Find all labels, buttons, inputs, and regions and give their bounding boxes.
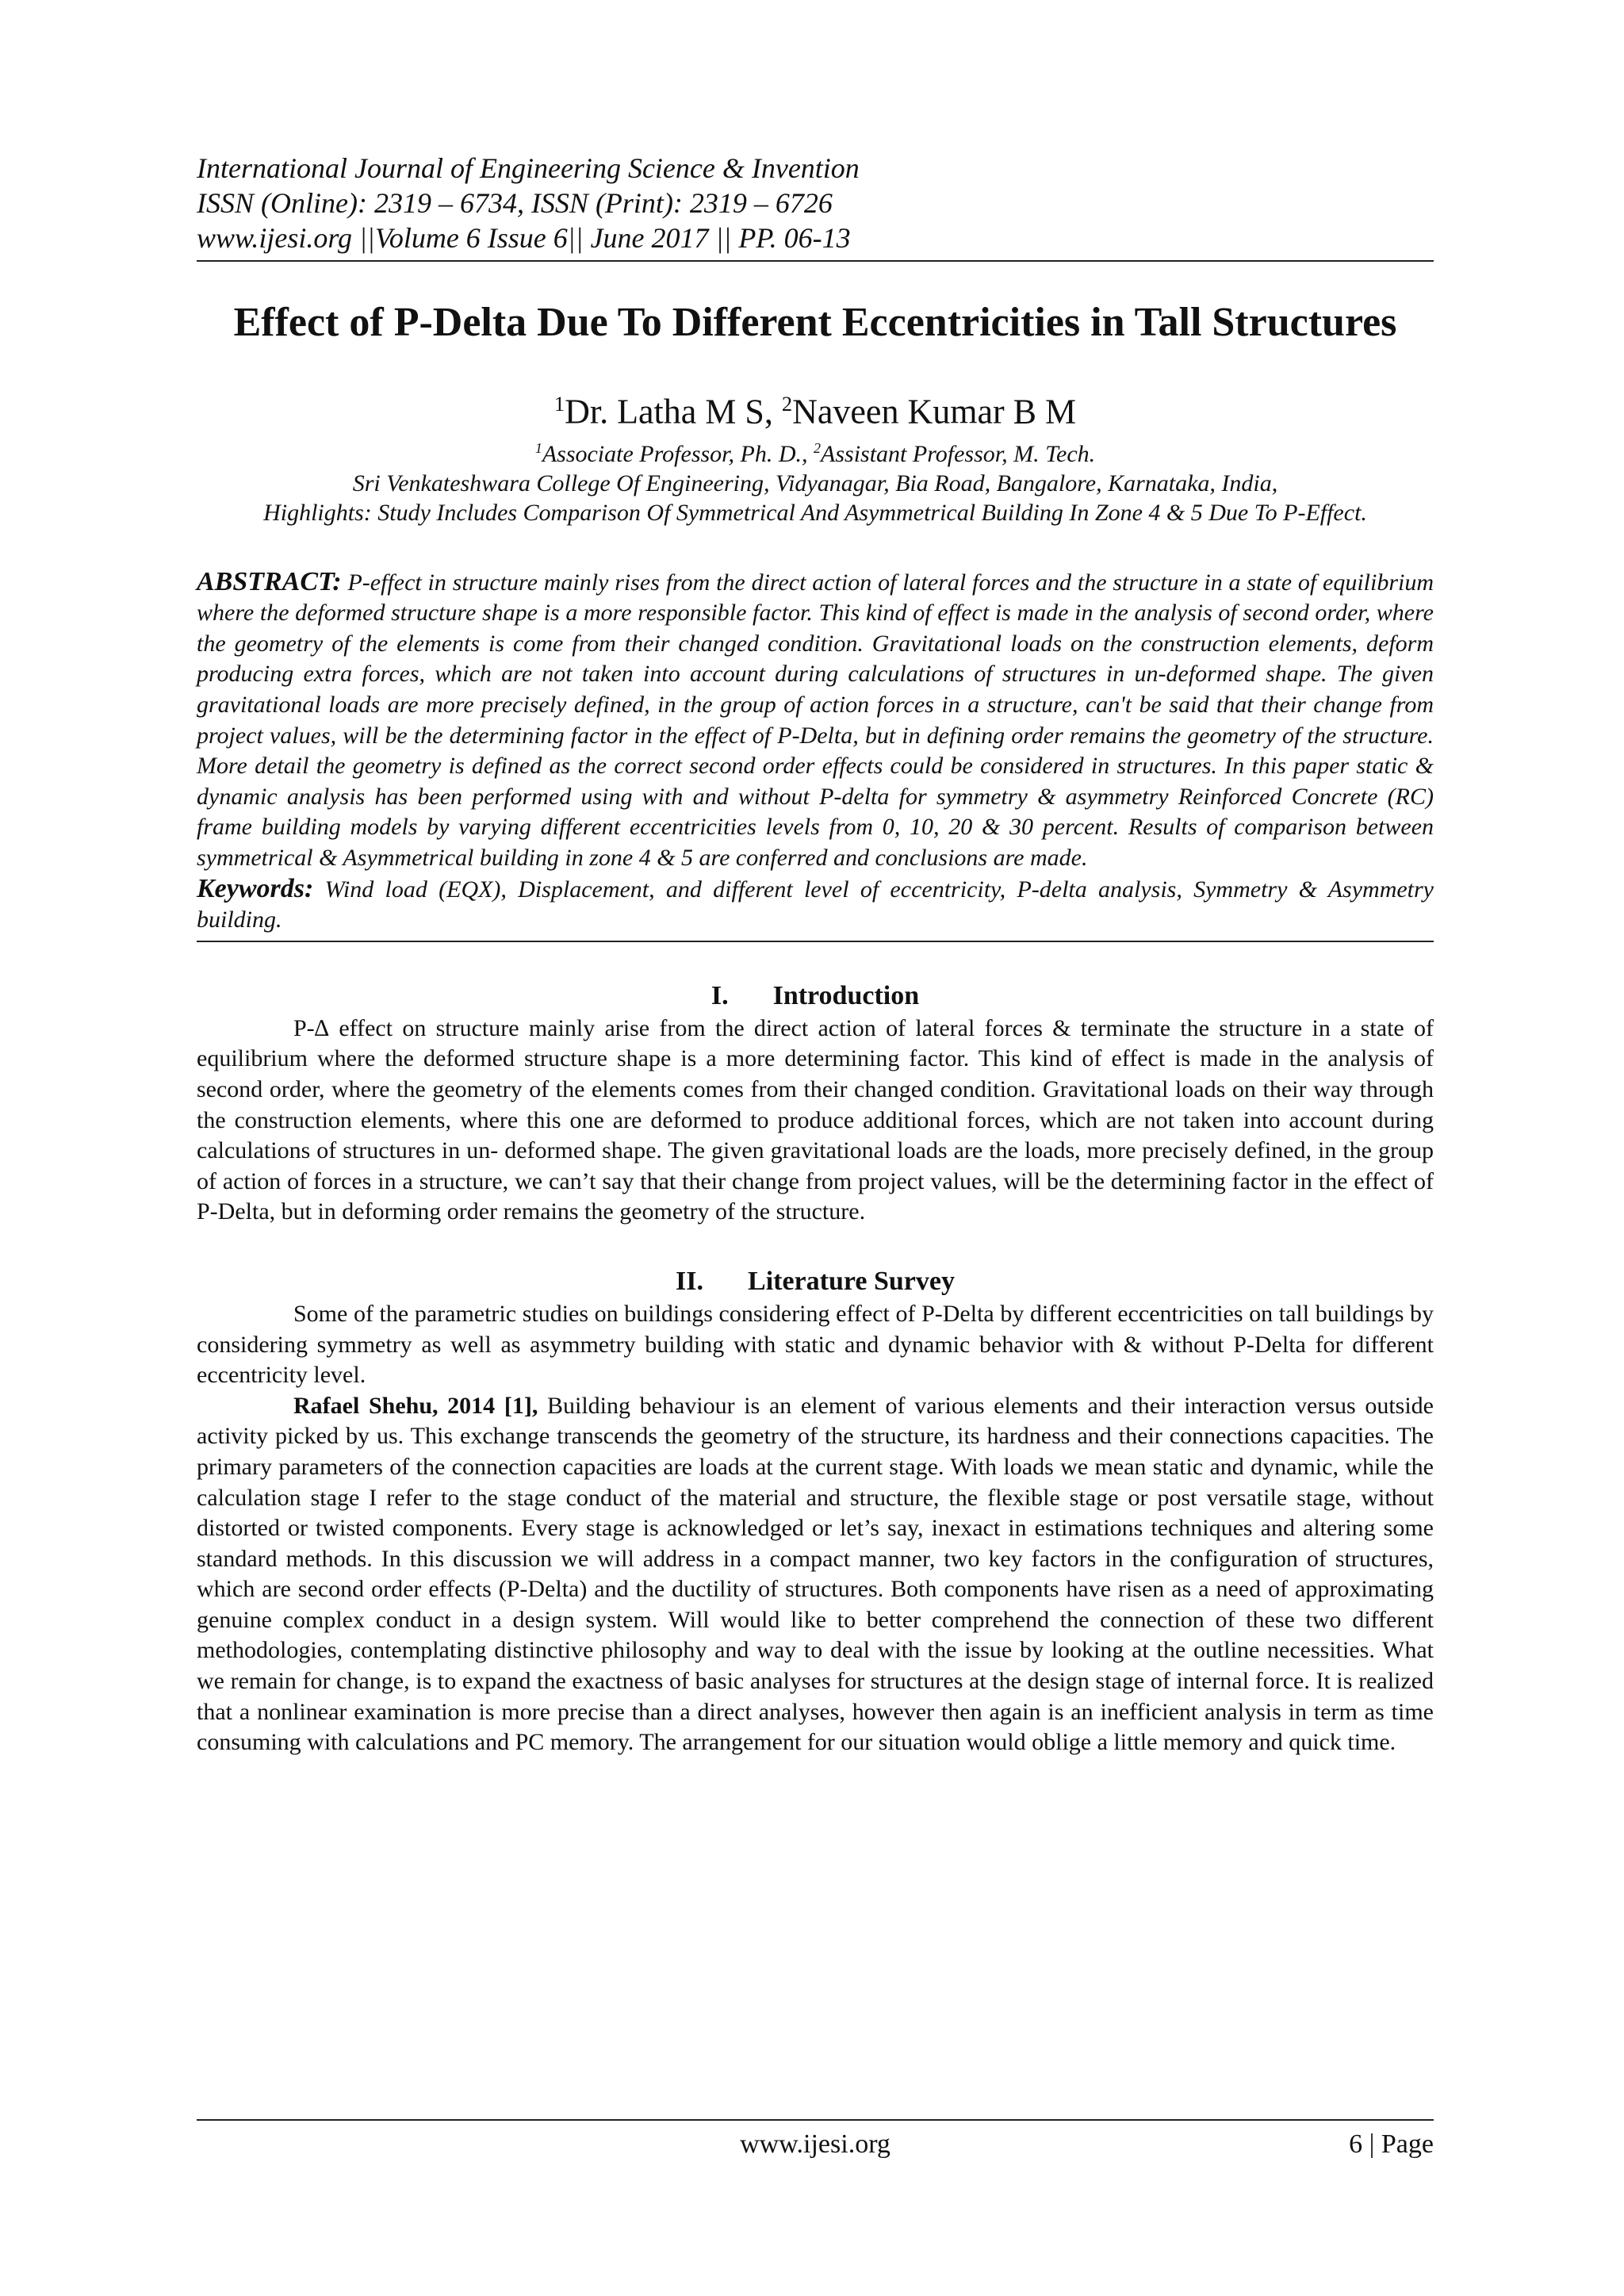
author-positions (197, 434, 1434, 469)
position-1: Associate Professor, Ph. D., (542, 440, 814, 467)
citation-lead: Rafael Shehu, 2014 [1], (293, 1392, 538, 1419)
abstract (197, 567, 1434, 874)
affiliation-college: Sri Venkateshwara College Of Engineering, Vidyanagar, Bia Road, Bangalore, Karnataka, India, (352, 470, 1278, 496)
abstract-text: P-effect in structure mainly rises from the direct action of lateral forces and the structure in a state of equilibrium where the deformed structure shape is a more responsible factor. This kind of effect is made in the analysis of second order, where the geometry of the elements is come from their changed condition. Gravitational loads on the construction elements, deform producing extra forces, which are not taken into account during calculations of structures in un-deformed shape. The given gravitational loads are more precisely defined, in the group of action forces in a structure, can't be said that their change from project values, will be the determining factor in the effect of P-Delta, but in defining order remains the geometry of the structure. More detail the geometry is defined as the correct second order effects could be considered in structures. In this paper static & dynamic analysis has been performed using with and without P-delta for symmetry & asymmetry Reinforced Concrete (RC) frame building models by varying different eccentricities levels from 0, 10, 20 & 30 percent. Results of comparison between symmetrical & Asymmetrical building in zone 4 & 5 are conferred and conclusions are made. (197, 569, 1434, 871)
author-1-name: Dr. Latha M S, (565, 392, 782, 431)
page-footer (197, 2119, 1434, 2159)
abstract-label: ABSTRACT: (197, 566, 342, 596)
abstract-rule (197, 941, 1434, 942)
introduction-paragraph: P-∆ effect on structure mainly arise from the direct action of lateral forces & terminate the structure in a state of equilibrium where the deformed structure shape is a more determining factor. This kind of effect is made in the analysis of second order, where the geometry of the elements comes from their changed condition. Gravitational loads on their way through the construction elements, where this one are deformed to produce additional forces, which are not taken into account during calculations of structures in un- deformed shape. The given gravitational loads are the loads, more precisely defined, in the group of action of forces in a structure, we can’t say that their change from project values, will be the determining factor in the effect of P-Delta, but in deforming order remains the geometry of the structure. (197, 1014, 1434, 1225)
author-2-name: Naveen Kumar B M (792, 392, 1077, 431)
journal-volume: www.ijesi.org ||Volume 6 Issue 6|| June 2017 || PP. 06-13 (197, 222, 851, 254)
citation-body: Building behaviour is an element of various elements and their interaction versus outside activity picked by us. This exchange transcends the geometry of the structure, its hardness and their connections capacities. The primary parameters of the connection capacities are loads at the current stage. With loads we mean static and dynamic, while the calculation stage I refer to the stage conduct of the material and structure, the flexible stage or post versatile stage, without distorted or twisted components. Every stage is acknowledged or let’s say, inexact in estimations techniques and altering some standard methods. In this discussion we will address in a compact manner, two key factors in the configuration of structures, which are second order effects (P-Delta) and the ductility of structures. Both components have risen as a need of approximating genuine complex conduct in a design system. Will would like to better comprehend the connection of these two different methodologies, contemplating distinctive philosophy and way to deal with the issue by looking at the outline necessities. What we remain for change, is to expand the exactness of basic analyses for structures at the design stage of internal force. It is realized that a nonlinear examination is more precise than a direct analyses, however then again is an inefficient analysis in term as time consuming with calculations and PC memory. The arrangement for our situation would oblige a little memory and quick time. (197, 1392, 1434, 1756)
position-1-marker: 1 (534, 439, 542, 456)
keywords (197, 874, 1434, 936)
position-2-marker: 2 (814, 439, 822, 456)
section-number: I. (710, 980, 729, 1010)
section-heading-literature-survey (197, 1264, 1434, 1299)
section-title: Literature Survey (748, 1266, 955, 1296)
header-rule (197, 260, 1434, 262)
literature-paragraph-1: Some of the parametric studies on buildings considering effect of P-Delta by different eccentricities on tall buildings by considering symmetry as well as asymmetry building with static and dynamic behavior with & without P-Delta for different eccentricity level. (197, 1300, 1434, 1389)
footer-website: www.ijesi.org (740, 2129, 891, 2159)
keywords-label: Keywords: (197, 873, 314, 903)
keywords-text: Wind load (EQX), Displacement, and different level of eccentricity, P-delta analysis, Symmetry & Asymmetry building. (197, 876, 1434, 933)
paper-title: Effect of P-Delta Due To Different Eccentricities in Tall Structures (233, 300, 1397, 345)
affiliation-highlights: Highlights: Study Includes Comparison Of Symmetrical And Asymmetrical Building In Zone 4 & 5 Due To P-Effect. (263, 499, 1367, 526)
paper-page (197, 151, 1434, 1758)
literature-paragraph-2 (197, 1391, 1434, 1758)
journal-name: International Journal of Engineering Science & Invention (197, 152, 860, 184)
author-1-marker: 1 (553, 392, 565, 416)
journal-issn: ISSN (Online): 2319 – 6734, ISSN (Print): 2319 – 6726 (197, 187, 833, 219)
position-2: Assistant Professor, M. Tech. (821, 440, 1096, 467)
section-number: II. (676, 1266, 704, 1296)
author-list (197, 382, 1434, 434)
section-heading-introduction (197, 979, 1434, 1014)
footer-page-number: 6 | Page (1349, 2129, 1434, 2159)
section-title: Introduction (772, 980, 920, 1010)
author-2-marker: 2 (781, 392, 793, 416)
